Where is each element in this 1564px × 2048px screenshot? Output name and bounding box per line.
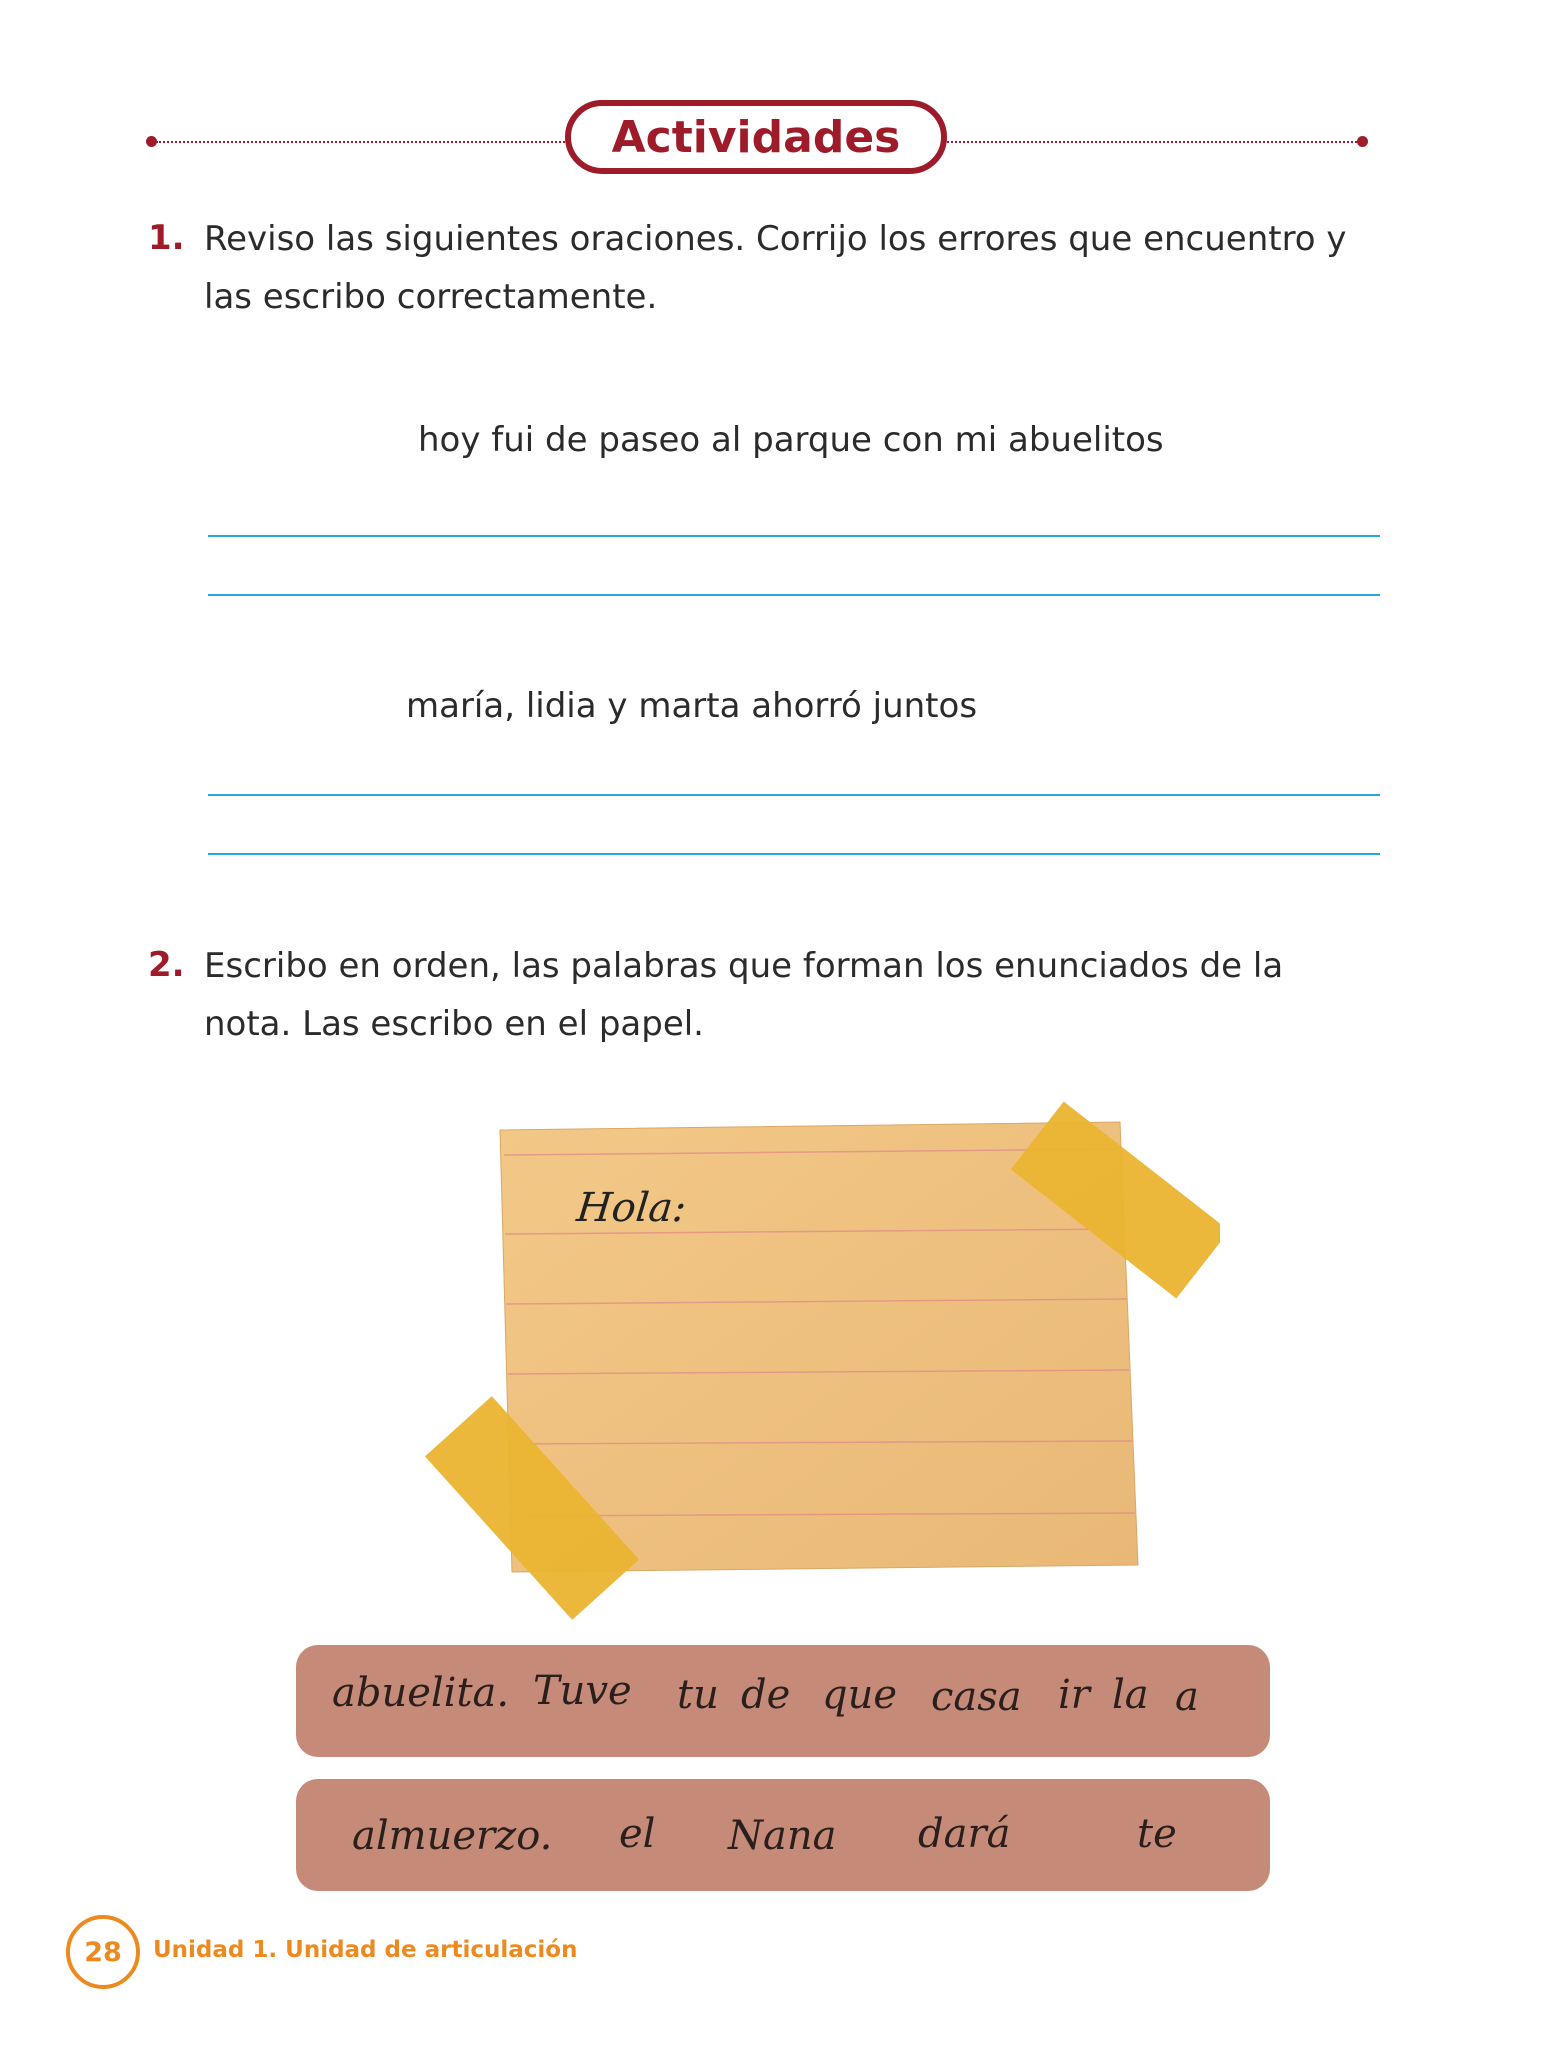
page-number: 28 <box>84 1936 122 1968</box>
activity-2-number: 2. <box>148 945 185 985</box>
note-paper-svg <box>420 1040 1220 1640</box>
word-card[interactable]: Nana <box>728 1813 837 1859</box>
word-card[interactable]: abuelita. <box>332 1670 510 1716</box>
answer-line-1b[interactable] <box>208 594 1380 596</box>
unit-label: Unidad 1. Unidad de articulación <box>153 1937 578 1963</box>
answer-line-2b[interactable] <box>208 853 1380 855</box>
note-greeting: Hola: <box>574 1185 689 1231</box>
note-paper-illustration <box>420 1040 1220 1640</box>
word-card[interactable]: dará <box>918 1811 1011 1857</box>
activity-1-instruction-line-1: Reviso las siguientes oraciones. Corrijo los errores que encuentro y <box>204 219 1347 259</box>
incorrect-sentence-1: hoy fui de paseo al parque con mi abuelitos <box>418 420 1164 460</box>
section-title-badge <box>565 100 947 174</box>
word-card[interactable]: ir <box>1058 1672 1090 1718</box>
word-card[interactable]: almuerzo. <box>352 1813 553 1859</box>
header-right-dot <box>1357 136 1368 147</box>
activity-2-instruction-line-1: Escribo en orden, las palabras que forman los enunciados de la <box>204 946 1284 986</box>
section-title: Actividades <box>611 111 901 163</box>
word-card[interactable]: que <box>822 1672 898 1718</box>
word-card[interactable]: a <box>1175 1674 1199 1720</box>
answer-line-2a[interactable] <box>208 794 1380 796</box>
header-right-dotted-line <box>947 141 1357 143</box>
page-number-badge <box>66 1915 140 1989</box>
activity-1-instruction-line-2: las escribo correctamente. <box>204 277 658 317</box>
word-card[interactable]: tu <box>677 1672 719 1718</box>
activity-1-number: 1. <box>148 218 185 258</box>
activity-2-instruction-line-2: nota. Las escribo en el papel. <box>204 1004 704 1044</box>
word-card[interactable]: el <box>619 1811 656 1857</box>
header-left-dotted-line <box>156 141 565 143</box>
word-card[interactable]: Tuve <box>533 1668 632 1714</box>
word-card[interactable]: la <box>1112 1672 1149 1718</box>
incorrect-sentence-2: maría, lidia y marta ahorró juntos <box>406 686 978 726</box>
word-card[interactable]: de <box>741 1672 791 1718</box>
answer-line-1a[interactable] <box>208 535 1380 537</box>
word-card[interactable]: te <box>1137 1811 1177 1857</box>
word-card[interactable]: casa <box>931 1674 1022 1720</box>
